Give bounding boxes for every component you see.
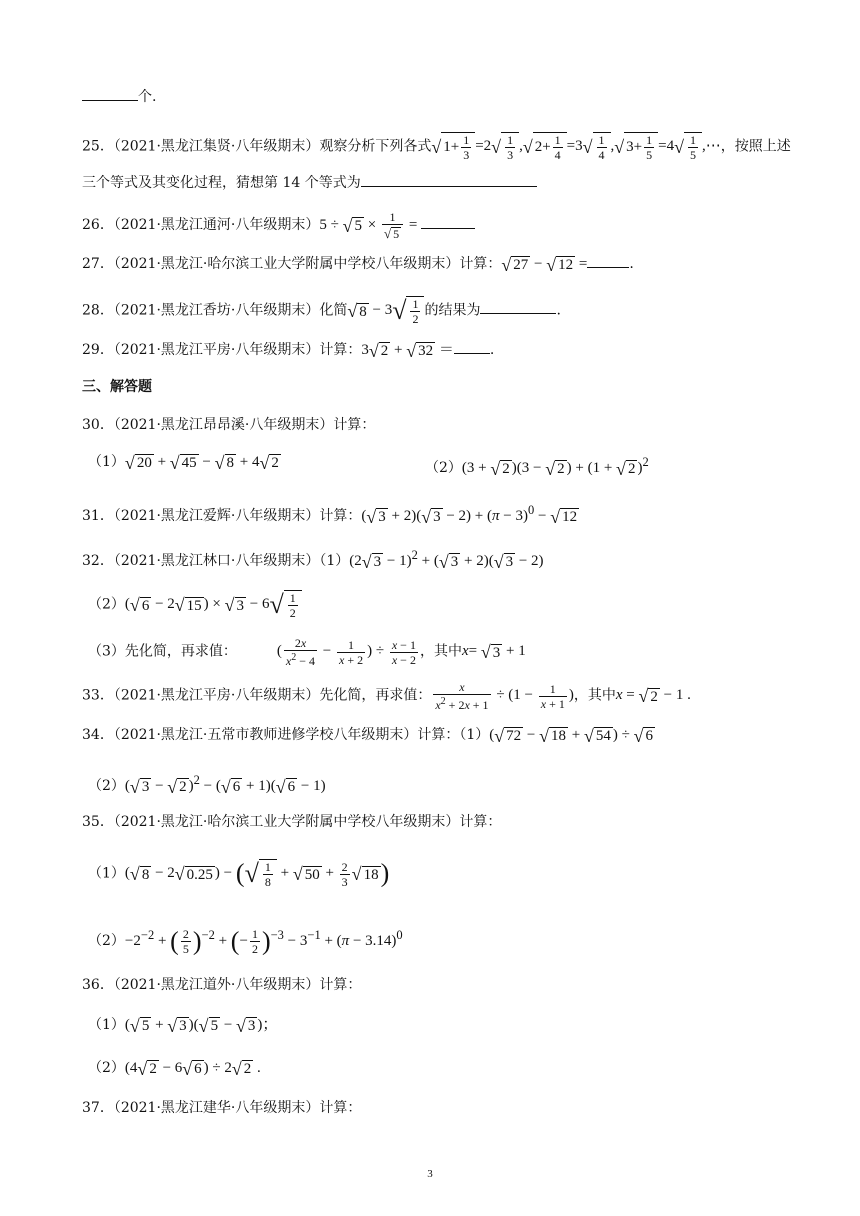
question-30-part2: （2）(3 + √ 2 )(3 − √ 2 ) + (1 + √ 2 )$^2$ xyxy=(425,455,649,479)
answer-blank xyxy=(361,172,537,187)
question-36: 36．（2021·黑龙江道外·八年级期末）计算： xyxy=(82,977,362,993)
question-34-part2: （2）(√ 3 − √ 2 )$^2$ − (√ 6 + 1)(√ 6 − 1) xyxy=(88,773,326,797)
question-31: 31．（2021·黑龙江爱辉·八年级期末）计算：(√ 3 + 2)(√ $3 - 2) + (\pi - 3)^0$ − √ 12 xyxy=(82,503,578,527)
formula: √ 8 − 3√ $\frac{1}{2}$ xyxy=(347,302,424,318)
formula: 3√ 2 + √ 32 ＝ xyxy=(361,340,454,361)
formula: 5 ÷ √ 5 × $\frac{1}{√ 5}$ = xyxy=(319,210,422,242)
q24-tail: 个. xyxy=(82,86,156,107)
question-26: 26．（2021·黑龙江通河·八年级期末）5 ÷ √ 5 × $\frac{1}{√ 5}$ = xyxy=(82,210,475,241)
question-35-part1: （1）(√ 8 − 2√ 0.25 ) − (√ $\frac{1}{8}$ + √ 50 + $\frac{2}{3}$ √ 18) xyxy=(88,859,390,889)
question-34: 34．（2021·黑龙江·五常市教师进修学校八年级期末）计算：（1）(√ 72 − √ 18 + √ 54 ) ÷ √ 6 xyxy=(82,725,653,746)
question-33: 33．（2021·黑龙江平房·八年级期末）先化简，再求值： $\frac{x}{x^2 + 2x + 1}$ ÷ (1 − $\frac{1}{x + 1}$ )，其中x = √ 2 − 1 . xyxy=(82,680,691,712)
question-25-cont: 三个等式及其变化过程，猜想第 14 个等式为 xyxy=(82,172,537,193)
answer-blank xyxy=(421,214,475,229)
question-35: 35．（2021·黑龙江·哈尔滨工业大学附属中学校八年级期末）计算： xyxy=(82,814,502,830)
answer-blank xyxy=(480,299,556,314)
question-30: 30．（2021·黑龙江昂昂溪·八年级期末）计算： xyxy=(82,417,376,433)
question-25: 25．（2021·黑龙江集贤·八年级期末）观察分析下列各式√ 1+ $\frac{1}{3}$ =2√ $\frac{1}{3}$ ,√ 2+ $\frac{1}{4}$ =3√ $\frac{1}{4}$ ,√ 3+ $\frac{1}{5}$ =4√ $\frac{1}{5}$ ,⋯，按照上述 xyxy=(82,133,791,162)
question-32-part3: （3）先化简，再求值： ( $\frac{2x}{x^2 - 4}$ − $\frac{1}{x + 2}$ ) ÷ $\frac{x - 1}{x - 2}$ ，其中x= √ 3 + 1 xyxy=(88,636,526,668)
question-27: 27．（2021·黑龙江·哈尔滨工业大学附属中学校八年级期末）计算：√ 27 − √ 12 = . xyxy=(82,254,634,275)
question-36-part1: （1）(√ 5 + √ 3 )(√ 5 − √ 3 )； xyxy=(88,1015,278,1036)
formula: √ 27 − √ 12 = xyxy=(501,254,588,275)
question-36-part2: （2）(4√ 2 − 6√ 6 ) ÷ 2√ 2 . xyxy=(88,1058,261,1079)
question-30-part1: （1）√ 20 + √ 45 − √ 8 + 4√ 2 xyxy=(88,452,279,473)
question-29: 29．（2021·黑龙江平房·八年级期末）计算：3√ 2 + √ 32 ＝ . xyxy=(82,340,495,361)
question-28: 28．（2021·黑龙江香坊·八年级期末）化简√ 8 − 3√ $\frac{1}{2}$ 的结果为 . xyxy=(82,296,561,326)
section-heading: 三、解答题 xyxy=(82,379,152,395)
answer-blank xyxy=(82,86,138,101)
formula: √ 1+ $\frac{1}{3}$ =2√ $\frac{1}{3}$ ,√ 2+ $\frac{1}{4}$ =3√ $\frac{1}{4}$ ,√ 3+ $\frac{1}{5}$ =4√ $\frac{1}{5}$ ,⋯ xyxy=(431,133,721,162)
question-35-part2: $(2)-2^{-2}$ + ( $\frac{2}{5}$ )$^{-2}$ + (− $\frac{1}{2}$ )$^{-3} - 3^{-1} + (\pi - 3.14)^0$ xyxy=(88,926,403,957)
question-32: 32．（2021·黑龙江林口·八年级期末）（1）(2√ 3 − 1)$^2$ + (√ 3 + 2)(√ 3 − 2) xyxy=(82,548,544,572)
answer-blank xyxy=(587,253,629,268)
question-32-part2: （2）(√ 6 − 2√ 15 ) × √ 3 − 6√ $\frac{1}{2}$ xyxy=(88,590,302,620)
question-37: 37．（2021·黑龙江建华·八年级期末）计算： xyxy=(82,1100,362,1116)
answer-blank xyxy=(454,339,490,354)
page-number: 3 xyxy=(427,1168,433,1180)
